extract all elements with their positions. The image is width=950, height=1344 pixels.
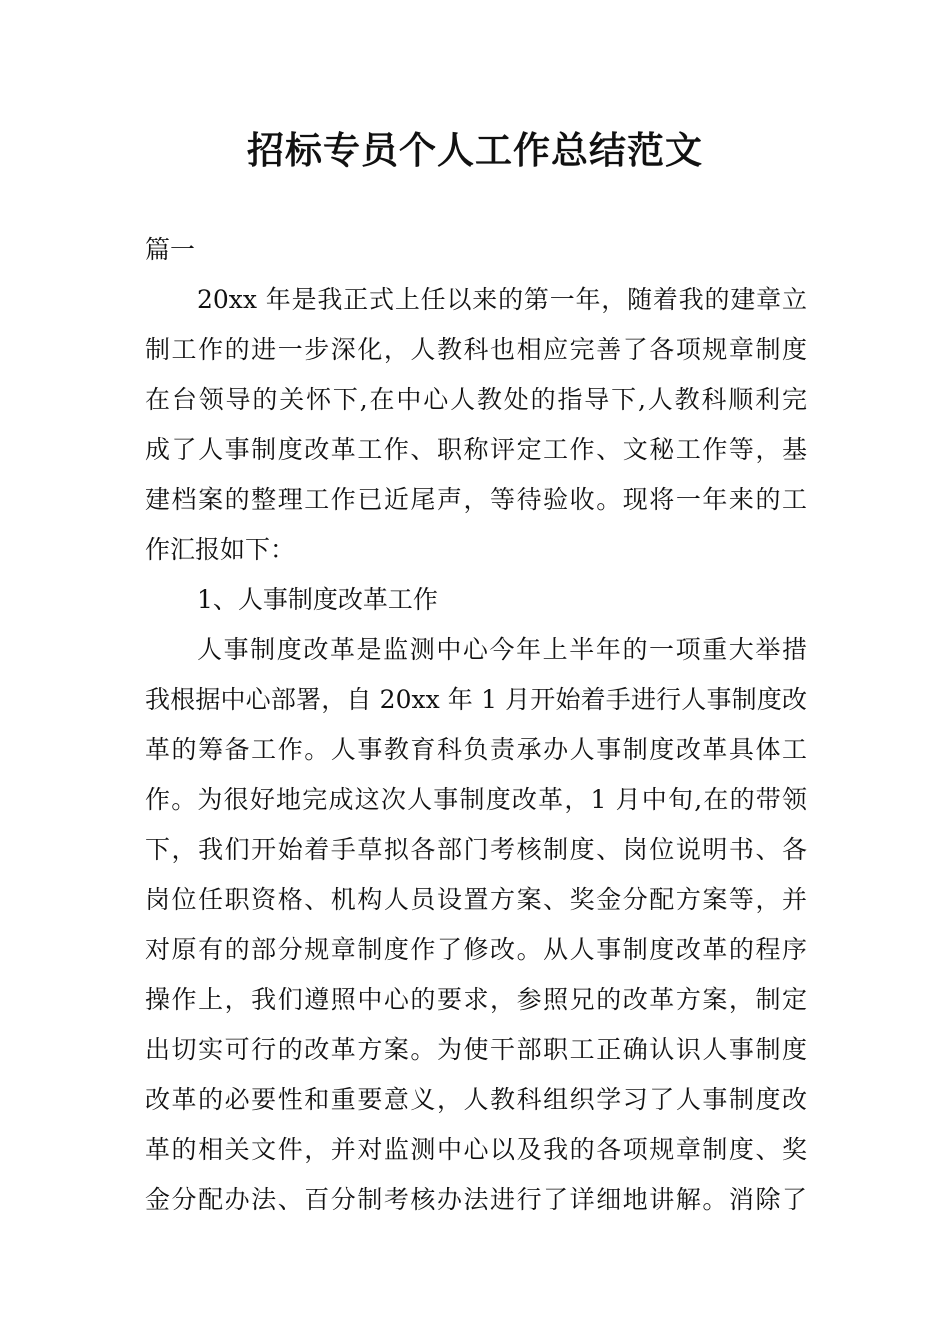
paragraph-2-line: 岗位任职资格、机构人员设置方案、奖金分配方案等，并 xyxy=(145,885,807,914)
document-body xyxy=(145,225,807,1225)
paragraph-2-line: 对原有的部分规章制度作了修改。从人事制度改革的程序 xyxy=(145,935,807,964)
paragraph-2 xyxy=(145,625,807,1225)
paragraph-2-line: 人事制度改革是监测中心今年上半年的一项重大举措 xyxy=(197,635,807,664)
section-label: 篇一 xyxy=(145,235,196,264)
paragraph-1 xyxy=(145,275,807,575)
section-heading: 1、人事制度改革工作 xyxy=(197,585,438,614)
paragraph-1-line: 在台领导的关怀下,在中心人教处的指导下,人教科顺利完 xyxy=(145,385,807,414)
paragraph-2-line: 下，我们开始着手草拟各部门考核制度、岗位说明书、各 xyxy=(145,835,807,864)
paragraph-2-line: 革的筹备工作。人事教育科负责承办人事制度改革具体工 xyxy=(145,735,807,764)
paragraph-1-line: 20xx 年是我正式上任以来的第一年，随着我的建章立 xyxy=(197,285,807,314)
paragraph-2-line: 改革的必要性和重要意义，人教科组织学习了人事制度改 xyxy=(145,1085,807,1114)
paragraph-2-line: 金分配办法、百分制考核办法进行了详细地讲解。消除了 xyxy=(145,1185,807,1214)
paragraph-2-line: 作。为很好地完成这次人事制度改革，1 月中旬,在的带领 xyxy=(145,785,807,814)
paragraph-2-line: 革的相关文件，并对监测中心以及我的各项规章制度、奖 xyxy=(145,1135,807,1164)
paragraph-2-line: 我根据中心部署，自 20xx 年 1 月开始着手进行人事制度改 xyxy=(145,685,807,714)
document-title: 招标专员个人工作总结范文 xyxy=(247,128,703,172)
paragraph-2-line: 出切实可行的改革方案。为使干部职工正确认识人事制度 xyxy=(145,1035,807,1064)
paragraph-1-line: 建档案的整理工作已近尾声，等待验收。现将一年来的工 xyxy=(145,485,807,514)
paragraph-1-line: 成了人事制度改革工作、职称评定工作、文秘工作等，基 xyxy=(145,435,807,464)
paragraph-1-line: 制工作的进一步深化，人教科也相应完善了各项规章制度 xyxy=(145,335,807,364)
paragraph-1-line: 作汇报如下： xyxy=(145,535,296,564)
paragraph-2-line: 操作上，我们遵照中心的要求，参照兄的改革方案，制定 xyxy=(145,985,807,1014)
